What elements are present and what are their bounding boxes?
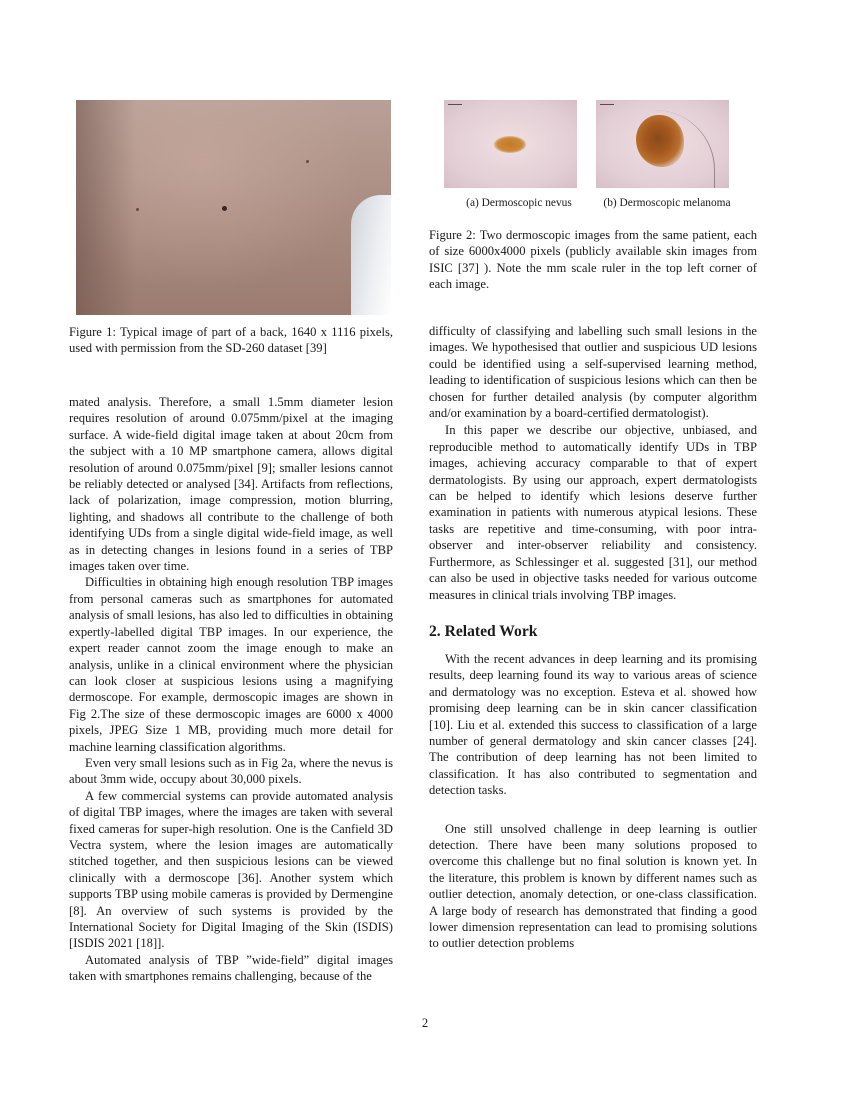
figure-1-caption: Figure 1: Typical image of part of a back, 1640 x 1116 pixels, used with permission from the SD-260 dataset [39] xyxy=(69,325,393,356)
paragraph: In this paper we describe our objective, unbiased, and reproducible method to automatically identify UDs in TBP images, achieving accuracy comparable to that of expert dermatologists. By using our approach, expert dermatologists can be helped to identify which lesions deserve further examination in patients with numerous atypical lesions. These tasks are repetitive and time-consuming, with poor intra-observer and inter-observer reliability and consistency. Furthermore, as Schlessinger et al. suggested [31], our method can also be used in objective tasks needed for various outcome measures in clinical trials involving TBP images. xyxy=(429,423,757,602)
paragraph: A few commercial systems can provide automated analysis of digital TBP images, where the images are taken with several fixed cameras for super-high resolution. One is the Canfield 3D Vectra system, where the lesion images are automatically stitched together, and then suspicious lesions can be viewed clinically with a dermoscope [36]. Another system which supports TBP using mobile cameras is provided by Dermengine [8]. An overview of such systems is provided by the International Society for Digital Imaging of the Skin (ISDIS) [ISDIS 2021 [18]]. xyxy=(69,788,393,951)
right-column xyxy=(429,323,757,952)
figure-2b-melanoma-image xyxy=(596,100,729,188)
page-number: 2 xyxy=(421,1016,429,1030)
left-column xyxy=(69,394,393,985)
figure-2a-subcaption: (a) Dermoscopic nevus xyxy=(466,197,572,209)
paragraph: mated analysis. Therefore, a small 1.5mm diameter lesion requires resolution of around 0.075mm/pixel at the imaging surface. A wide-field digital image taken at about 20cm from the subject with a 10 MP smartphone camera, allows digital resolution of around 0.075mm/pixel [9]; smaller lesions cannot be reliably detected or analysed [34]. Artifacts from reflections, lack of polarization, image compression, motion blurring, lighting, and shadows all contribute to the challenge of both identifying UDs from a single digital wide-field image, as well as in detecting changes in lesions found in a series of TBP images taken over time. xyxy=(69,395,393,574)
figure-1-back-image xyxy=(76,100,391,315)
figure-2a-nevus-image xyxy=(444,100,577,188)
paragraph: Automated analysis of TBP ”wide-field” digital images taken with smartphones remains challenging, because of the xyxy=(69,952,393,984)
paragraph: One still unsolved challenge in deep learning is outlier detection. There have been many solutions proposed to overcome this challenge but no final solution is known yet. In the literature, this problem is known by different names such as outlier detection, anomaly detection, or one-class classification. A large body of research has demonstrated that finding a good lower dimension representation can lead to promising solutions to outlier detection problems xyxy=(429,821,757,951)
section-heading: 2. Related Work xyxy=(429,622,538,640)
paragraph: With the recent advances in deep learning and its promising results, deep learning found its way to various areas of science and dermatology was no exception. Esteva et al. showed how promising deep learning can be in skin cancer classification [10]. Liu et al. extended this success to classification of a large number of general dermatology and skin cancer classes [24]. The contribution of deep learning has not been limited to classification. It has also contributed to segmentation and detection tasks. xyxy=(429,651,757,798)
paragraph: difficulty of classifying and labelling such small lesions in the images. We hypothesised that outlier and suspicious UD lesions could be identified using a self-supervised learning method, leading to identification of suspicious lesions which can then be chosen for further detailed analysis (by computer algorithm and/or examination by a board-certified dermatologist). xyxy=(429,324,757,421)
figure-2-caption: Figure 2: Two dermoscopic images from the same patient, each of size 6000x4000 pixels (publicly available skin images from ISIC [37] ). Note the mm scale ruler in the top left corner of each image. xyxy=(429,228,757,292)
paragraph: Difficulties in obtaining high enough resolution TBP images from personal cameras such as smartphones for automated analysis of small lesions, has also led to difficulties in obtaining expertly-labelled digital TBP images. In our experience, the expert reader cannot zoom the image enough to make an analysis, unlike in a clinical environment where the physician can look closer at suspicious lesions using a magnifying dermoscope. For example, dermoscopic images are shown in Fig 2.The size of these dermoscopic images are 6000 x 4000 pixels, JPEG Size 1 MB, providing much more detail for machine learning classification algorithms. xyxy=(69,575,393,754)
paragraph: Even very small lesions such as in Fig 2a, where the nevus is about 3mm wide, occupy about 30,000 pixels. xyxy=(69,755,393,787)
figure-2b-subcaption: (b) Dermoscopic melanoma xyxy=(603,197,731,209)
